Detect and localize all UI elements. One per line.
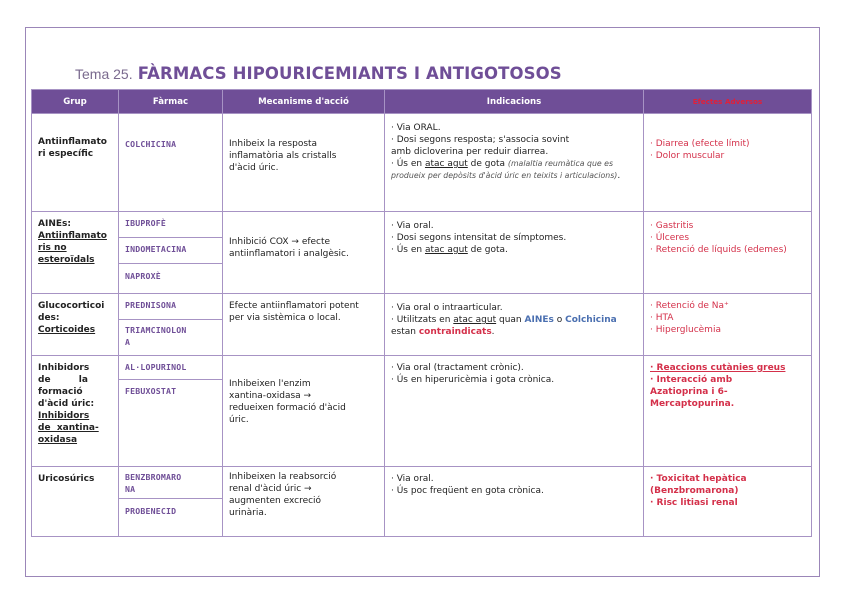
indications-cell: · Via oral o intraarticular. · Utilitzats en atac agut quan AINEs o Colchicina estan contraindicats. <box>385 294 644 356</box>
group-cell: Uricosúrics <box>32 467 119 537</box>
indications-cell: · Via oral. · Dosi segons intensitat de símptomes. · Ús en atac agut de gota. <box>385 212 644 294</box>
drug-name: PREDNISONA <box>119 294 222 320</box>
header-indicacions: Indicacions <box>385 90 644 114</box>
table-row <box>32 114 812 212</box>
drug-cell <box>119 114 223 212</box>
indications-cell: · Via oral (tractament crònic). · Ús en hiperuricèmia i gota crònica. <box>385 356 644 467</box>
indications-cell: · Via ORAL. · Dosi segons resposta; s'associa sovint amb dicloverina per reduir diarrea. · Ús en atac agut de gota (malaltia reumàtica que es produeix per depòsits d'àcid úric en teixits i articulacions). <box>385 114 644 212</box>
adverse-cell: · Retenció de Na⁺ · HTA · Hiperglucèmia <box>644 294 812 356</box>
group-cell: Inhibidors de la formació d'àcid úric: Inhibidors de xantina- oxidasa <box>32 356 119 467</box>
table-row <box>32 467 812 537</box>
drug-name: TRIAMCINOLON A <box>125 325 187 347</box>
drug-name: IBUPROFÈ <box>119 212 222 238</box>
drug-table <box>31 89 812 537</box>
drug-name: FEBUXOSTAT <box>125 386 177 396</box>
mechanism-cell: Inhibeix la resposta inflamatòria als cristalls d'àcid úric. <box>223 114 385 212</box>
drug-name: INDOMETACINA <box>119 238 222 264</box>
drug-name: BENZBROMARO NA <box>119 467 222 499</box>
drug-name: NAPROXÈ <box>125 271 161 281</box>
header-grup: Grup <box>32 90 119 114</box>
table-header-row <box>32 90 812 114</box>
header-mecanisme: Mecanisme d'acció <box>223 90 385 114</box>
mechanism-cell: Inhibició COX → efecte antiinflamatori i analgèsic. <box>223 212 385 294</box>
mechanism-cell: Inhibeixen l'enzim xantina-oxidasa → redueixen formació d'àcid úric. <box>223 356 385 467</box>
drug-cell <box>119 294 223 356</box>
drug-cell <box>119 356 223 467</box>
header-efectes: Efectes Adversos <box>644 90 812 114</box>
adverse-cell: · Reaccions cutànies greus · Interacció amb Azatioprina i 6- Mercaptopurina. <box>644 356 812 467</box>
mechanism-cell: Inhibeixen la reabsorció renal d'àcid úric → augmenten excreció urinària. <box>223 467 385 537</box>
mechanism-cell: Efecte antiinflamatori potent per via sistèmica o local. <box>223 294 385 356</box>
drug-cell <box>119 212 223 294</box>
header-farmac: Fàrmac <box>119 90 223 114</box>
table-row <box>32 356 812 467</box>
table-row <box>32 294 812 356</box>
page-title <box>75 64 562 83</box>
drug-name: AL·LOPURINOL <box>119 356 222 380</box>
adverse-cell: · Gastritis · Úlceres · Retenció de líquids (edemes) <box>644 212 812 294</box>
title-main: FÀRMACS HIPOURICEMIANTS I ANTIGOTOSOS <box>137 64 562 83</box>
adverse-cell: · Toxicitat hepàtica (Benzbromarona) · Risc litiasi renal <box>644 467 812 537</box>
drug-name: COLCHICINA <box>125 139 177 149</box>
indications-cell: · Via oral. · Ús poc freqüent en gota crònica. <box>385 467 644 537</box>
drug-name: PROBENECID <box>125 506 177 516</box>
group-cell: AINEs: Antiinflamato ris no esteroïdals <box>32 212 119 294</box>
table-row <box>32 212 812 294</box>
title-prefix: Tema 25. <box>75 66 133 82</box>
group-cell: Antiinflamato ri específic <box>32 114 119 212</box>
adverse-cell: · Diarrea (efecte límit) · Dolor muscular <box>644 114 812 212</box>
group-cell: Glucocorticoi des: Corticoides <box>32 294 119 356</box>
drug-cell <box>119 467 223 537</box>
